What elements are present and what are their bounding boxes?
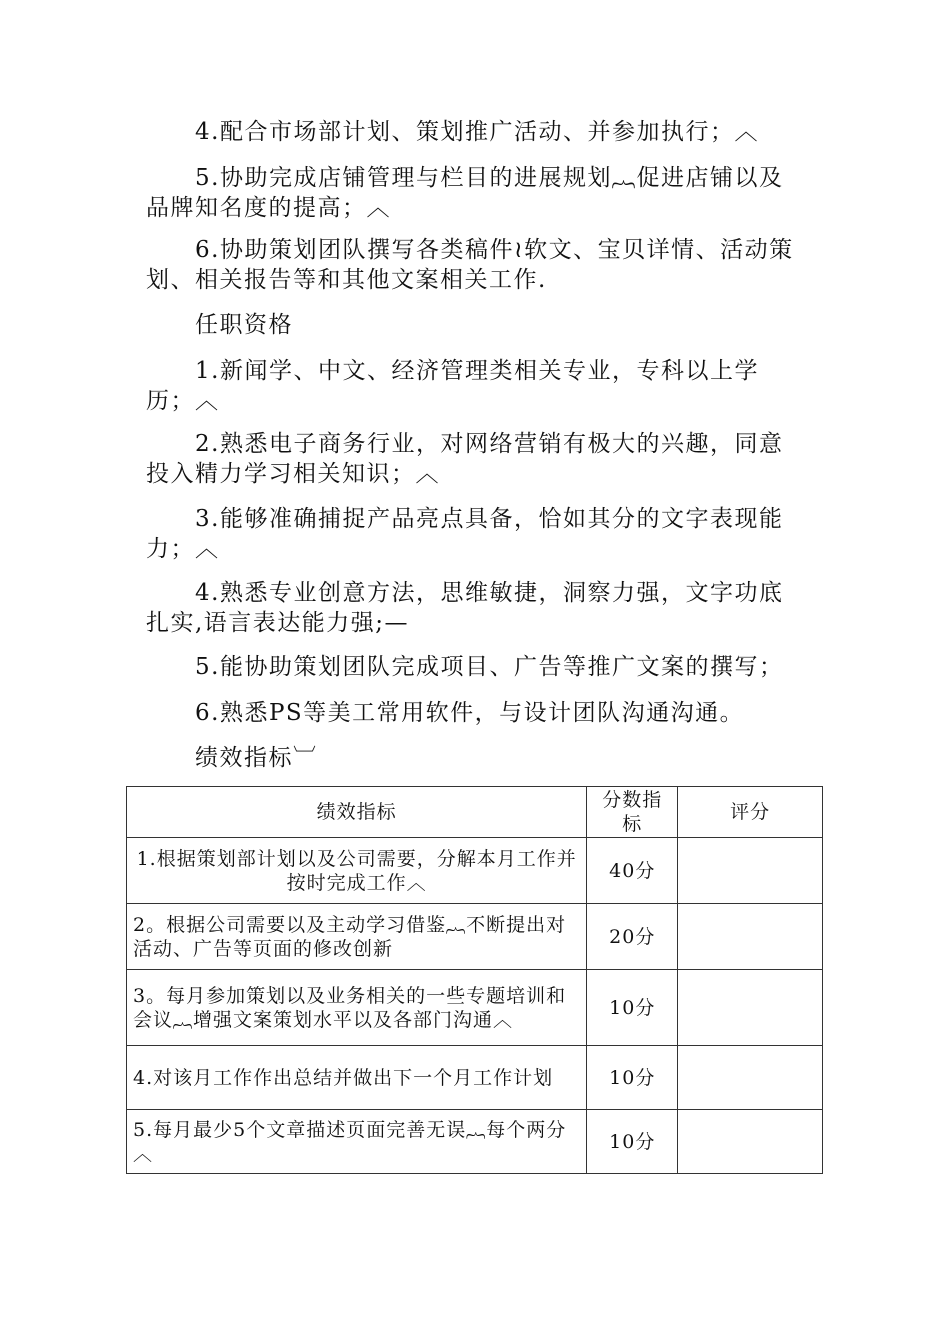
qualification-item-5: 5.能协助策划团队完成项目、广告等推广文案的撰写；: [195, 654, 784, 680]
table-row: [127, 1046, 823, 1110]
table-row: [127, 1110, 823, 1174]
header-score: 分数指标: [587, 787, 678, 838]
table-row: [127, 838, 823, 904]
qualification-item-1: 1.新闻学、中文、经济管理类相关专业，专科以上学历；︿: [146, 358, 759, 414]
qualification-item-3: 3.能够准确捕捉产品亮点具备，恰如其分的文字表现能力；︿: [146, 506, 784, 562]
duty-item-4: 4.配合市场部计划、策划推广活动、并参加执行；︿: [195, 119, 759, 145]
score-cell: 20分: [587, 904, 678, 970]
qualification-item-4: 4.熟悉专业创意方法，思维敏捷，洞察力强，文字功底扎实,语言表达能力强;—: [146, 580, 784, 636]
indicator-cell: 5.每月最少5个文章描述页面完善无误︷每个两分︿: [127, 1110, 587, 1174]
kpi-table: [126, 786, 823, 1174]
header-indicator: 绩效指标: [127, 787, 587, 838]
duty-item-5: 5.协助完成店铺管理与栏目的进展规划︷促进店铺以及品牌知名度的提高；︿: [146, 165, 784, 221]
rating-cell[interactable]: [678, 1046, 823, 1110]
score-cell: 10分: [587, 1046, 678, 1110]
qualifications-heading: 任职资格: [195, 312, 293, 338]
table-row: [127, 970, 823, 1046]
indicator-cell: 2。根据公司需要以及主动学习借鉴︷不断提出对活动、广告等页面的修改创新: [127, 904, 587, 970]
table-row: [127, 904, 823, 970]
kpi-table-header-row: [127, 787, 823, 838]
rating-cell[interactable]: [678, 970, 823, 1046]
indicator-cell: 3。每月参加策划以及业务相关的一些专题培训和会议︷增强文案策划水平以及各部门沟通︿: [127, 970, 587, 1046]
score-cell: 10分: [587, 970, 678, 1046]
rating-cell[interactable]: [678, 838, 823, 904]
rating-cell[interactable]: [678, 1110, 823, 1174]
score-cell: 40分: [587, 838, 678, 904]
kpi-heading: 绩效指标︺: [195, 745, 318, 771]
indicator-cell: 1.根据策划部计划以及公司需要，分解本月工作并按时完成工作︿: [127, 838, 587, 904]
indicator-cell: 4.对该月工作作出总结并做出下一个月工作计划: [127, 1046, 587, 1110]
qualification-item-2: 2.熟悉电子商务行业，对网络营销有极大的兴趣，同意投入精力学习相关知识；︿: [146, 431, 784, 487]
qualification-item-6: 6.熟悉PS等美工常用软件，与设计团队沟通沟通。: [195, 700, 745, 726]
duty-item-6: 6.协助策划团队撰写各类稿件≀软文、宝贝详情、活动策划、相关报告等和其他文案相关工作.: [146, 237, 794, 293]
rating-cell[interactable]: [678, 904, 823, 970]
header-rating: 评分: [678, 787, 823, 838]
score-cell: 10分: [587, 1110, 678, 1174]
